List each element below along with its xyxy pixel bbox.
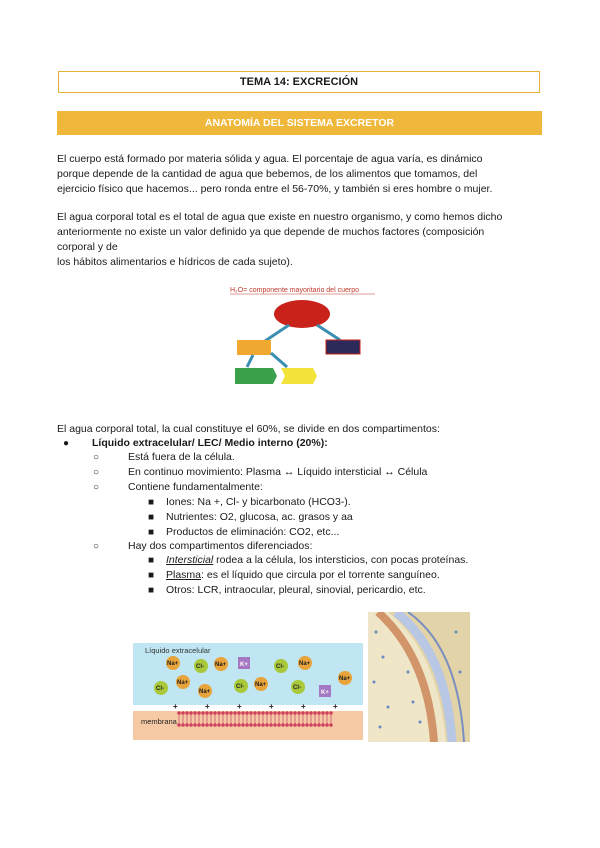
bullet-square: ■	[148, 570, 155, 581]
extracellular-fluid-membrane-figure	[133, 643, 363, 740]
ion-label: Cl-	[156, 686, 164, 692]
lipid-head	[205, 723, 209, 727]
lipid-head	[217, 723, 221, 727]
ion-label: Na+	[339, 676, 351, 682]
ion-label: K+	[321, 690, 329, 696]
lipid-head	[177, 723, 181, 727]
lipid-head	[281, 723, 285, 727]
lipid-head	[253, 723, 257, 727]
cell-dot	[419, 721, 422, 724]
interstitial-box	[235, 368, 277, 384]
text-line: los hábitos alimentarios e hídricos de cada sujeto).	[57, 256, 293, 268]
intracellular-box	[326, 340, 360, 354]
text-line: El cuerpo está formado por materia sólida y agua. El porcentaje de agua varía, es dinámico	[57, 153, 483, 165]
lipid-head	[297, 723, 301, 727]
extracellular-box	[237, 340, 271, 355]
bullet-square: ■	[148, 555, 155, 566]
list-item: Hay dos compartimentos diferenciados:	[128, 540, 313, 552]
lipid-head	[273, 723, 277, 727]
lipid-head	[201, 723, 205, 727]
lipid-head	[213, 723, 217, 727]
lipid-head	[325, 723, 329, 727]
bullet-square: ■	[148, 585, 155, 596]
plus-sign: +	[173, 702, 178, 711]
lipid-head	[265, 723, 269, 727]
plus-sign: +	[301, 702, 306, 711]
bullet-square: ■	[148, 497, 155, 508]
ecf-label: Líquido extracelular	[145, 646, 211, 655]
term-description: Otros: LCR, intraocular, pleural, sinovial, pericardio, etc.	[166, 584, 426, 596]
lipid-head	[277, 723, 281, 727]
cell-dot	[407, 671, 410, 674]
bullet-circle: ○	[93, 482, 100, 493]
lipid-head	[261, 723, 265, 727]
text-line: porque depende de la cantidad de agua que bebemos, de los alimentos que tomamos, del	[57, 168, 478, 180]
cell-dot	[459, 671, 462, 674]
term: Plasma	[166, 569, 202, 581]
cell-dot	[379, 726, 382, 729]
section-lead: El agua corporal total, la cual constituye el 60%, se divide en dos compartimentos:	[57, 423, 440, 435]
list-item-title: Líquido extracelular/ LEC/ Medio interno (20%):	[92, 437, 328, 449]
lipid-head	[181, 723, 185, 727]
list-item-intersticial	[166, 553, 468, 568]
lipid-head	[269, 723, 273, 727]
lipid-head	[289, 723, 293, 727]
tissue-micrograph	[368, 612, 470, 742]
lipid-head	[321, 723, 325, 727]
lipid-head	[249, 723, 253, 727]
ion-label: Cl-	[293, 685, 301, 691]
lipid-head	[225, 723, 229, 727]
lipid-head	[221, 723, 225, 727]
lipid-head	[193, 723, 197, 727]
ion-label: Cl-	[196, 664, 204, 670]
ion-label: Na+	[199, 689, 211, 695]
lipid-head	[309, 723, 313, 727]
lipid-head	[293, 723, 297, 727]
water-distribution-diagram	[225, 283, 380, 391]
term-description: rodea a la célula, los intersticios, con pocas proteínas.	[213, 554, 469, 566]
cell-dot	[373, 681, 376, 684]
lipid-head	[245, 723, 249, 727]
lipid-head	[237, 723, 241, 727]
bullet-circle: ○	[93, 541, 100, 552]
cell-dot	[387, 706, 390, 709]
membrane-label: membrana	[141, 717, 177, 726]
lipid-head	[229, 723, 233, 727]
ion-label: Na+	[215, 662, 227, 668]
bullet-circle: ○	[93, 467, 100, 478]
lipid-head	[313, 723, 317, 727]
bullet-dot: ●	[63, 438, 70, 449]
cell-dot	[455, 631, 458, 634]
list-item: Nutrientes: O2, glucosa, ac. grasos y aa	[166, 511, 353, 523]
arrow-to-left	[265, 325, 289, 341]
plus-sign: +	[269, 702, 274, 711]
lipid-head	[305, 723, 309, 727]
plus-sign: +	[205, 702, 210, 711]
text-line: ejercicio físico que hacemos... pero ronda entre el 56-70%, y también si eres hombre o mujer.	[57, 183, 493, 195]
cell-dot	[375, 631, 378, 634]
list-item: Está fuera de la célula.	[128, 451, 235, 463]
text-line: El agua corporal total es el total de agua que existe en nuestro organismo, y como hemos dicho	[57, 211, 503, 223]
lipid-head	[317, 723, 321, 727]
lipid-head	[185, 723, 189, 727]
diagram-title: H₂O= componente mayoritario del cuerpo	[230, 287, 359, 294]
ion-label: K+	[240, 662, 248, 668]
arrow-down-right	[271, 353, 287, 367]
lipid-head	[285, 723, 289, 727]
cell-dot	[382, 656, 385, 659]
lipid-head	[241, 723, 245, 727]
intro-paragraph-2	[57, 210, 547, 270]
bullet-circle: ○	[93, 452, 100, 463]
ion-label: Na+	[255, 682, 267, 688]
lipid-head	[189, 723, 193, 727]
ion-label: Na+	[177, 680, 189, 686]
lipid-head	[197, 723, 201, 727]
list-item: En continuo movimiento: Plasma ↔ Líquido intersticial ↔ Célula	[128, 466, 428, 478]
text-line: corporal y de	[57, 241, 118, 253]
cell-dot	[412, 701, 415, 704]
ion-label: Cl-	[236, 684, 244, 690]
list-item: Iones: Na +, Cl- y bicarbonato (HCO3-).	[166, 496, 351, 508]
arrow-to-right	[317, 325, 340, 340]
ion-label: Na+	[167, 661, 179, 667]
lipid-head	[257, 723, 261, 727]
total-water-ellipse	[274, 300, 330, 328]
lipid-head	[329, 723, 333, 727]
ion-label: Cl-	[276, 664, 284, 670]
list-item: Productos de eliminación: CO2, etc...	[166, 526, 340, 538]
section-banner: ANATOMÍA DEL SISTEMA EXCRETOR	[57, 111, 542, 135]
plus-sign: +	[237, 702, 242, 711]
arrow-down-left	[247, 355, 253, 367]
page-title	[58, 71, 540, 93]
lipid-head	[209, 723, 213, 727]
page-title-text: TEMA 14: EXCRECIÓN	[239, 76, 359, 88]
text-line: anteriormente no existe un valor definido ya que depende de muchos factores (composición	[57, 226, 485, 238]
plus-sign: +	[333, 702, 338, 711]
intro-paragraph-1	[57, 152, 547, 197]
list-item-plasma	[166, 568, 440, 583]
bullet-square: ■	[148, 527, 155, 538]
lipid-head	[233, 723, 237, 727]
ion-label: Na+	[299, 661, 311, 667]
term-description: : es el líquido que circula por el torrente sanguíneo.	[201, 569, 440, 581]
term: Intersticial	[166, 554, 214, 566]
list-item: Contiene fundamentalmente:	[128, 481, 263, 493]
lipid-head	[301, 723, 305, 727]
list-item-otros	[166, 583, 426, 598]
bullet-square: ■	[148, 512, 155, 523]
plasma-box	[281, 368, 317, 384]
